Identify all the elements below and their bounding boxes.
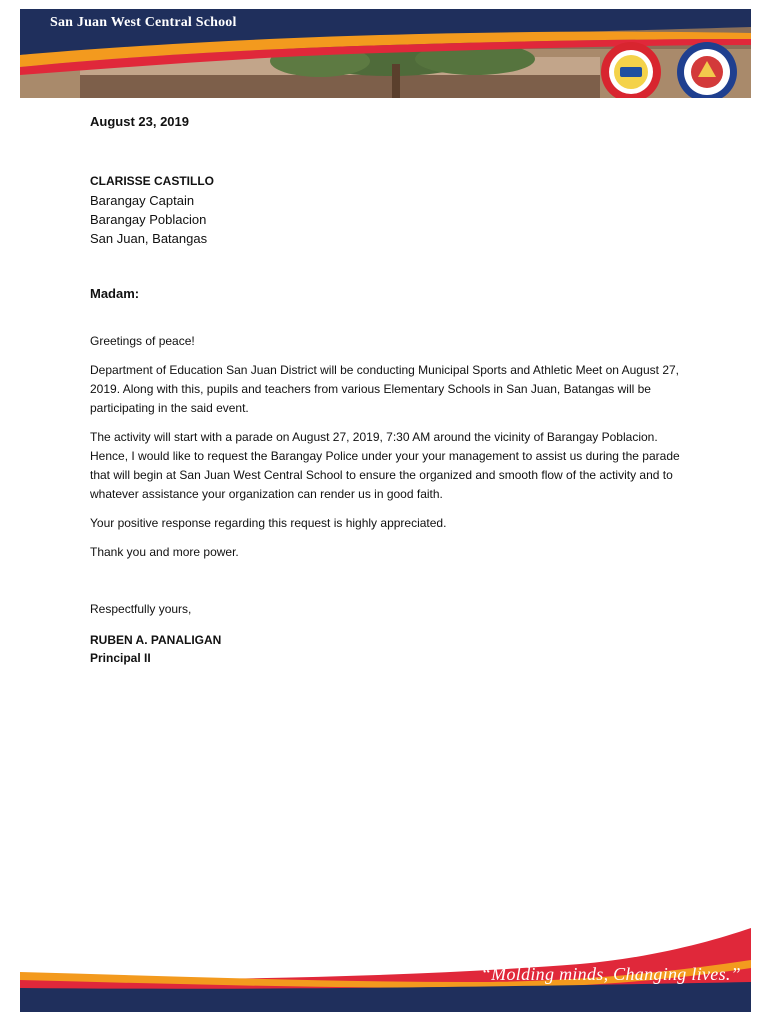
recipient-title: Barangay Captain [90,193,195,208]
paragraph-thanks: Thank you and more power. [90,545,239,559]
letter-date: August 23, 2019 [90,114,189,129]
closing: Respectfully yours, [90,602,192,616]
salutation: Madam: [90,286,140,301]
signature-block [90,631,221,667]
deped-seal-icon [600,41,662,98]
paragraph-event: Department of Education San Juan District will be conducting Municipal Sports and Athletic Meet on August 27, 2019. Along with this, pupils and teachers from various Elementary Schools in San Juan, Batangas will be participating in the said event. [90,363,679,415]
recipient-location: San Juan, Batangas [90,231,208,246]
recipient-address [90,172,214,248]
letterhead-banner [20,9,751,98]
letterhead-footer [20,928,751,1012]
recipient-office: Barangay Poblacion [90,212,207,227]
school-seal-icon [676,41,738,98]
letter-paragraphs [90,332,680,572]
school-name: San Juan West Central School [50,15,237,30]
paragraph-request: The activity will start with a parade on August 27, 2019, 7:30 AM around the vicinity of Barangay Poblacion. Hence, I would like to request the Barangay Police under your your management to assist us during the parade that will begin at San Juan West Central School to ensure the organized and smooth flow of the activity and to whatever assistance your organization can render us in good faith. [90,430,680,501]
signer-name: RUBEN A. PANALIGAN [90,633,222,647]
recipient-name: CLARISSE CASTILLO [90,174,215,188]
paragraph-greeting: Greetings of peace! [90,334,195,348]
signer-title: Principal II [90,651,151,665]
school-motto: “Molding minds, Changing lives.” [480,964,741,984]
paragraph-appreciation: Your positive response regarding this request is highly appreciated. [90,516,447,530]
